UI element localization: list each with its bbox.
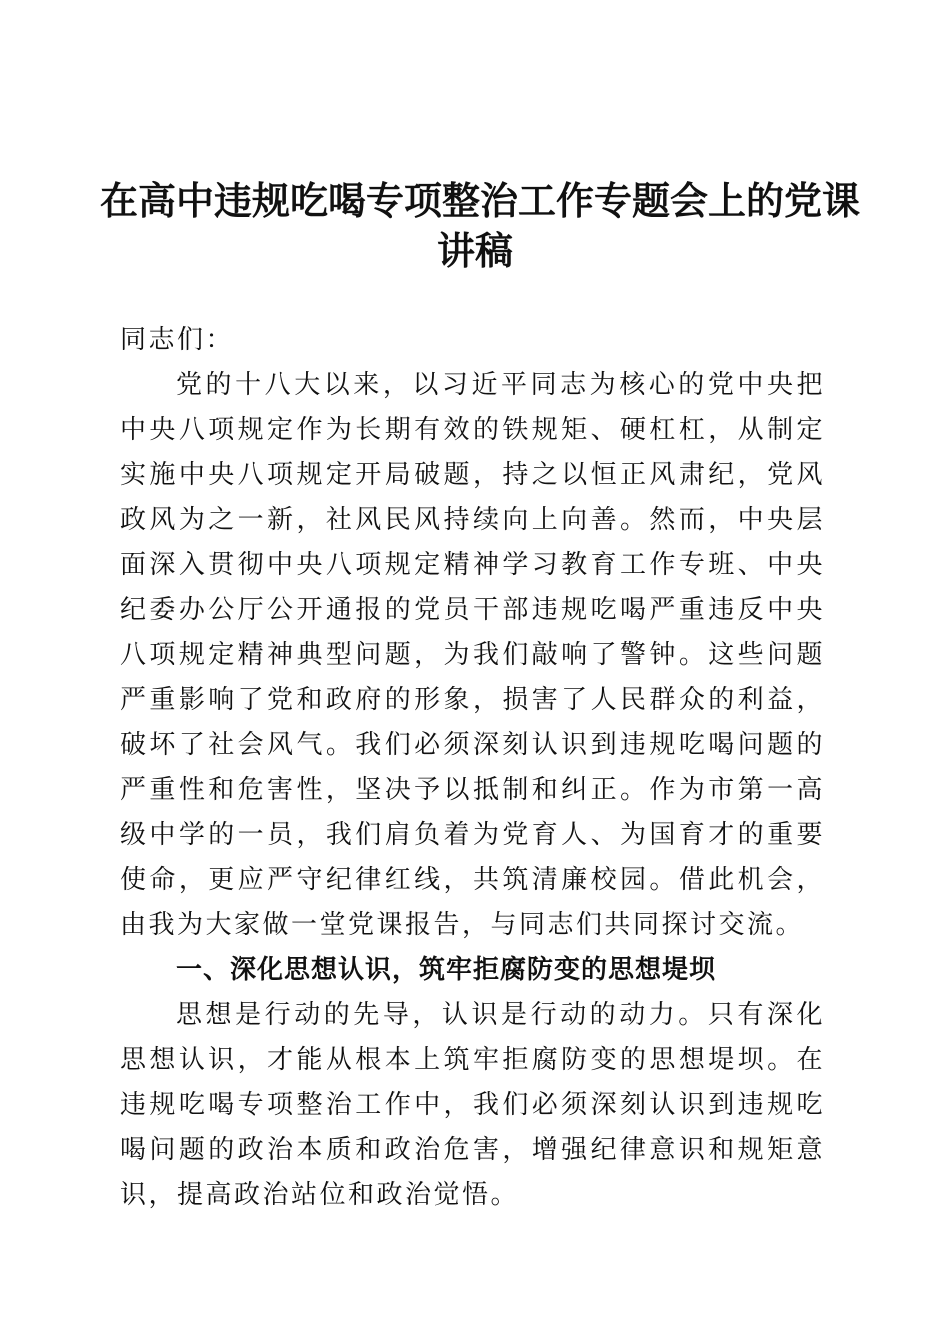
document-body [120,318,825,1218]
intro-paragraph: 党的十八大以来，以习近平同志为核心的党中央把中央八项规定作为长期有效的铁规矩、硬杠杠，从制定实施中央八项规定开局破题，持之以恒正风肃纪，党风政风为之一新，社风民风持续向上向善。然而，中央层面深入贯彻中央八项规定精神学习教育工作专班、中央纪委办公厅公开通报的党员干部违规吃喝严重违反中央八项规定精神典型问题，为我们敲响了警钟。这些问题严重影响了党和政府的形象，损害了人民群众的利益，破坏了社会风气。我们必须深刻认识到违规吃喝问题的严重性和危害性，坚决予以抵制和纠正。作为市第一高级中学的一员，我们肩负着为党育人、为国育才的重要使命，更应严守纪律红线，共筑清廉校园。借此机会，由我为大家做一堂党课报告，与同志们共同探讨交流。 [120,370,825,940]
title-line-2: 讲稿 [436,228,513,273]
salutation: 同志们： [120,325,235,355]
title-line-1: 在高中违规吃喝专项整治工作专题会上的党课 [100,178,861,223]
section-paragraph: 思想是行动的先导，认识是行动的动力。只有深化思想认识，才能从根本上筑牢拒腐防变的思想堤坝。在违规吃喝专项整治工作中，我们必须深刻认识到违规吃喝问题的政治本质和政治危害，增强纪律意识和规矩意识，提高政治站位和政治觉悟。 [120,1000,825,1210]
section-heading: 一、深化思想认识，筑牢拒腐防变的思想堤坝 [176,955,717,985]
document-title [100,176,861,276]
